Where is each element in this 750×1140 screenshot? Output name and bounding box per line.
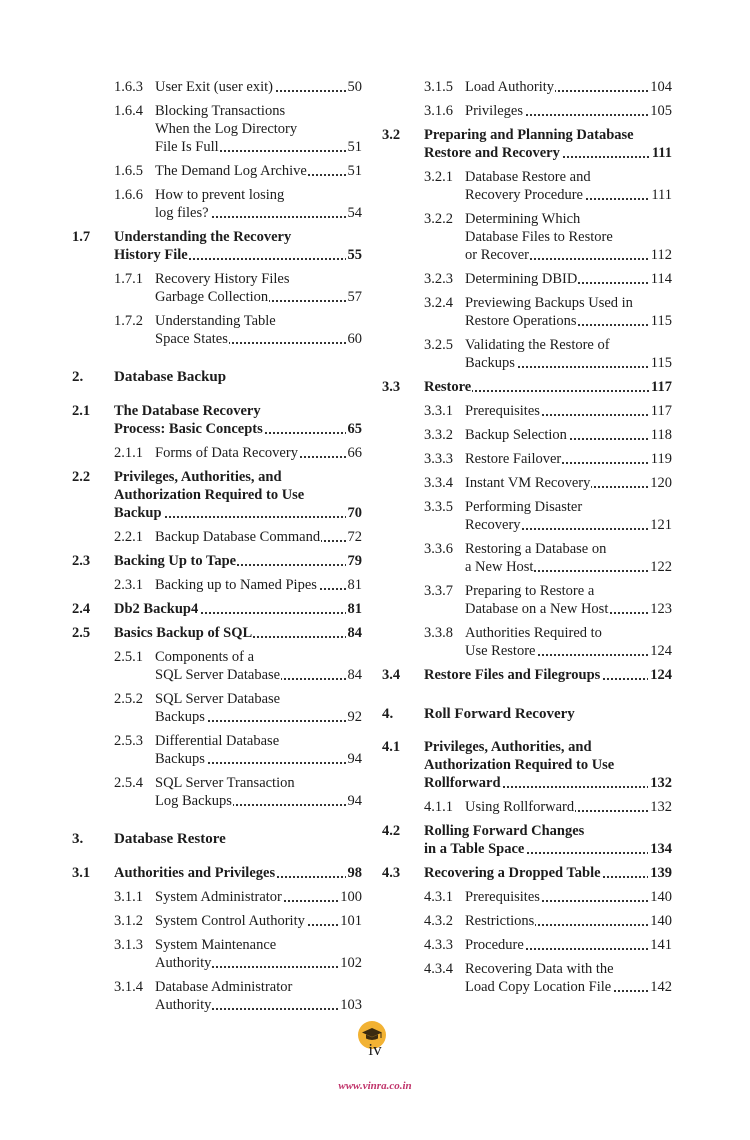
- toc-entry-title-line: Instant VM Recovery: [465, 475, 591, 491]
- toc-entry-title-line: Backing Up to Tape: [114, 553, 237, 569]
- toc-entry-title-line: Privileges: [465, 103, 523, 119]
- toc-entry-title-line: Database Administrator: [155, 979, 293, 995]
- toc-entry-title-line: Previewing Backups Used in: [465, 295, 633, 311]
- toc-entry-page-number: 132: [650, 799, 672, 815]
- toc-entry-number: 2.3: [72, 553, 91, 569]
- toc-entry-page-number: 81: [347, 577, 362, 593]
- toc-entry-page-number: 79: [347, 553, 362, 569]
- toc-entry-title-line: User Exit (user exit): [155, 79, 273, 95]
- toc-entry-page-number: 111: [651, 145, 672, 161]
- toc-entry-page-number: 94: [347, 793, 362, 809]
- toc-entry-title-line: Log Backups: [155, 793, 232, 809]
- toc-entry-number: 3.3.4: [424, 475, 453, 491]
- toc-entry-number: 3.1.4: [114, 979, 143, 995]
- toc-entry-number: 3.2.5: [424, 337, 453, 353]
- toc-entry-title-line: Authority: [155, 955, 212, 971]
- toc-entry-title-line: Garbage Collection: [155, 289, 269, 305]
- toc-entry-page-number: 98: [347, 865, 362, 881]
- toc-entry-title-line: Space States: [155, 331, 228, 347]
- toc-entry-page-number: 140: [650, 913, 672, 929]
- toc-entry-title-line: Authority: [155, 997, 212, 1013]
- toc-entry-page-number: 94: [347, 751, 362, 767]
- toc-entry-page-number: 112: [650, 247, 672, 263]
- toc-entry-title-line: System Maintenance: [155, 937, 277, 953]
- toc-entry-number: 1.6.5: [114, 163, 143, 179]
- toc-entry-title-line: Authorization Required to Use: [424, 757, 615, 773]
- toc-entry-number: 3.3: [382, 379, 401, 395]
- toc-entry-title-line: Restore: [424, 379, 472, 395]
- toc-entry-page-number: 60: [347, 331, 362, 347]
- toc-entry-title-line: Process: Basic Concepts: [114, 421, 263, 437]
- toc-entry-title-line: The Demand Log Archive: [155, 163, 307, 179]
- toc-entry-page-number: 142: [650, 979, 672, 995]
- toc-entry-title-line: How to prevent losing: [155, 187, 285, 203]
- toc-entry-page-number: 55: [347, 247, 362, 263]
- toc-entry-title-line: Blocking Transactions: [155, 103, 286, 119]
- toc-entry-page-number: 111: [651, 187, 672, 203]
- toc-entry-title-line: Restoring a Database on: [465, 541, 607, 557]
- toc-entry-title-line: Backup: [114, 505, 162, 521]
- toc-entry-title-line: Load Copy Location File: [465, 979, 612, 995]
- toc-entry-number: 3.3.2: [424, 427, 453, 443]
- toc-entry-page-number: 84: [347, 625, 362, 641]
- toc-entry-title-line: Validating the Restore of: [465, 337, 610, 353]
- toc-entry-number: 2.5.2: [114, 691, 143, 707]
- toc-entry-number: 3.2.1: [424, 169, 453, 185]
- toc-entry-title-line: Understanding the Recovery: [114, 229, 292, 245]
- toc-entry-title-line: log files?: [155, 205, 209, 221]
- toc-entry-title-line: Authorization Required to Use: [114, 487, 305, 503]
- toc-entry-title-line: System Administrator: [155, 889, 282, 905]
- toc-entry-title-line: Restore Files and Filegroups: [424, 667, 601, 683]
- toc-entry-title-line: Database on a New Host: [465, 601, 609, 617]
- toc-entry-number: 1.6.6: [114, 187, 143, 203]
- toc-entry-page-number: 66: [347, 445, 362, 461]
- toc-entry-page-number: 103: [340, 997, 362, 1013]
- page-number: iv: [368, 1040, 382, 1059]
- toc-entry-title-line: Recovering a Dropped Table: [424, 865, 601, 881]
- toc-entry-page-number: 65: [347, 421, 362, 437]
- toc-entry-number: 2.4: [72, 601, 91, 617]
- toc-entry-title-line: Database Restore: [114, 831, 226, 847]
- toc-entry-title-line: Determining Which: [465, 211, 581, 227]
- toc-entry-page-number: 120: [650, 475, 672, 491]
- toc-entry-number: 3.2.2: [424, 211, 453, 227]
- toc-entry-number: 2.1.1: [114, 445, 143, 461]
- toc-entry-title-line: Privileges, Authorities, and: [424, 739, 592, 755]
- toc-entry-number: 4.3.2: [424, 913, 453, 929]
- toc-entry-title-line: When the Log Directory: [155, 121, 298, 137]
- toc-entry-title-line: Backing up to Named Pipes: [155, 577, 317, 593]
- toc-entry-number: 4.3: [382, 865, 401, 881]
- toc-entry-number: 1.6.4: [114, 103, 143, 119]
- toc-column-left: [72, 0, 362, 1030]
- toc-entry-number: 2.5.1: [114, 649, 143, 665]
- toc-entry-page-number: 84: [347, 667, 362, 683]
- toc-entry-number: 3.3.5: [424, 499, 453, 515]
- toc-entry-title-line: Performing Disaster: [465, 499, 583, 515]
- toc-entry-title-line: or Recover: [465, 247, 530, 263]
- toc-entry-title-line: Basics Backup of SQL: [114, 625, 253, 641]
- toc-entry-title-line: Backups: [465, 355, 515, 371]
- toc-entry-number: 1.7: [72, 229, 91, 245]
- toc-entry-number: 3.3.7: [424, 583, 453, 599]
- toc-entry-number: 3.2.4: [424, 295, 453, 311]
- toc-entry-number: 4.: [382, 706, 394, 722]
- toc-entry-number: 4.2: [382, 823, 401, 839]
- toc-entry-title-line: Database Restore and: [465, 169, 591, 185]
- toc-entry-number: 3.: [72, 831, 84, 847]
- toc-entry-title-line: Backups: [155, 709, 205, 725]
- toc-entry-title-line: Determining DBID: [465, 271, 578, 287]
- toc-entry-number: 3.2.3: [424, 271, 453, 287]
- toc-entry-title-line: Procedure: [465, 937, 524, 953]
- toc-entry-number: 3.4: [382, 667, 401, 683]
- toc-entry-title-line: File Is Full: [155, 139, 219, 155]
- toc-entry-title-line: Restore Operations: [465, 313, 577, 329]
- toc-entry-title-line: Recovery: [465, 517, 521, 533]
- toc-entry-title-line: Using Rollforward: [465, 799, 575, 815]
- toc-entry-page-number: 70: [347, 505, 362, 521]
- toc-entry-page-number: 140: [650, 889, 672, 905]
- toc-entry-page-number: 92: [347, 709, 362, 725]
- toc-entry-title-line: Database Backup: [114, 369, 227, 385]
- toc-entry-number: 3.3.8: [424, 625, 453, 641]
- toc-entry-title-line: Preparing and Planning Database: [424, 127, 634, 143]
- toc-entry-number: 3.3.6: [424, 541, 453, 557]
- toc-entry-title-line: Privileges, Authorities, and: [114, 469, 282, 485]
- toc-entry-page-number: 101: [340, 913, 362, 929]
- toc-entry-title-line: Forms of Data Recovery: [155, 445, 298, 461]
- toc-entry-page-number: 102: [340, 955, 362, 971]
- toc-entry-title-line: in a Table Space: [424, 841, 525, 857]
- toc-entry-page-number: 124: [650, 643, 672, 659]
- toc-entry-page-number: 134: [650, 841, 672, 857]
- toc-entry-title-line: Restrictions: [465, 913, 535, 929]
- toc-entry-page-number: 50: [347, 79, 362, 95]
- toc-entry-page-number: 139: [650, 865, 672, 881]
- toc-entry-number: 3.1.1: [114, 889, 143, 905]
- toc-entry-number: 1.7.1: [114, 271, 143, 287]
- toc-entry-number: 4.1: [382, 739, 401, 755]
- toc-entry-title-line: Restore and Recovery: [424, 145, 560, 161]
- toc-entry-number: 2.: [72, 369, 84, 385]
- toc-entry-title-line: Recovering Data with the: [465, 961, 614, 977]
- toc-entry-page-number: 51: [347, 139, 362, 155]
- toc-entry-number: 2.5: [72, 625, 91, 641]
- toc-entry-page-number: 105: [650, 103, 672, 119]
- toc-entry-number: 4.3.4: [424, 961, 453, 977]
- toc-entry-number: 3.1.6: [424, 103, 453, 119]
- toc-entry-number: 3.3.3: [424, 451, 453, 467]
- toc-column-right: [382, 0, 672, 1030]
- toc-entry-title-line: SQL Server Transaction: [155, 775, 295, 791]
- toc-entry-title-line: Restore Failover: [465, 451, 562, 467]
- toc-entry-page-number: 115: [650, 313, 672, 329]
- toc-entry-number: 3.1.5: [424, 79, 453, 95]
- toc-entry-title-line: Authorities and Privileges: [114, 865, 276, 881]
- toc-entry-number: 3.1.3: [114, 937, 143, 953]
- toc-entry-title-line: Authorities Required to: [465, 625, 602, 641]
- toc-entry-title-line: Roll Forward Recovery: [424, 706, 575, 722]
- toc-entry-page-number: 141: [650, 937, 672, 953]
- toc-entry-page-number: 81: [347, 601, 362, 617]
- toc-entry-title-line: Database Files to Restore: [465, 229, 613, 245]
- toc-entry-page-number: 121: [650, 517, 672, 533]
- toc-entry-page-number: 57: [347, 289, 362, 305]
- toc-entry-page-number: 114: [650, 271, 672, 287]
- toc-entry-number: 4.1.1: [424, 799, 453, 815]
- toc-entry-title-line: Backup Selection: [465, 427, 567, 443]
- toc-entry-page-number: 123: [650, 601, 672, 617]
- toc-entry-page-number: 117: [651, 379, 672, 395]
- toc-entry-page-number: 104: [650, 79, 672, 95]
- toc-entry-title-line: SQL Server Database: [155, 667, 281, 683]
- toc-entry-title-line: Recovery History Files: [155, 271, 290, 287]
- toc-entry-title-line: Backups: [155, 751, 205, 767]
- toc-entry-title-line: Backup Database Command: [155, 529, 321, 545]
- toc-entry-number: 2.3.1: [114, 577, 143, 593]
- toc-entry-title-line: Recovery Procedure: [465, 187, 583, 203]
- toc-entry-number: 2.2: [72, 469, 91, 485]
- toc-entry-title-line: Rollforward: [424, 775, 501, 791]
- toc-entry-number: 3.1: [72, 865, 91, 881]
- toc-entry-title-line: Components of a: [155, 649, 255, 665]
- toc-entry-number: 2.2.1: [114, 529, 143, 545]
- toc-entry-page-number: 118: [650, 427, 672, 443]
- toc-entry-title-line: SQL Server Database: [155, 691, 281, 707]
- toc-entry-title-line: The Database Recovery: [114, 403, 261, 419]
- toc-entry-number: 3.2: [382, 127, 401, 143]
- toc-entry-number: 3.3.1: [424, 403, 453, 419]
- toc-entry-title-line: System Control Authority: [155, 913, 305, 929]
- toc-entry-number: 1.7.2: [114, 313, 143, 329]
- toc-entry-page-number: 124: [650, 667, 672, 683]
- toc-entry-page-number: 119: [650, 451, 672, 467]
- toc-entry-page-number: 115: [650, 355, 672, 371]
- toc-entry-page-number: 54: [347, 205, 362, 221]
- toc-entry-title-line: Rolling Forward Changes: [424, 823, 585, 839]
- toc-entry-number: 3.1.2: [114, 913, 143, 929]
- footer-url[interactable]: www.vinra.co.in: [338, 1080, 412, 1092]
- toc-entry-title-line: Use Restore: [465, 643, 536, 659]
- toc-entry-number: 2.5.3: [114, 733, 143, 749]
- toc-entry-title-line: Db2 Backup4: [114, 601, 199, 617]
- toc-entry-page-number: 117: [650, 403, 672, 419]
- toc-entry-page-number: 72: [347, 529, 362, 545]
- toc-entry-title-line: a New Host: [465, 559, 534, 575]
- toc-entry-page-number: 51: [347, 163, 362, 179]
- toc-entry-page-number: 100: [340, 889, 362, 905]
- toc-entry-page-number: 122: [650, 559, 672, 575]
- toc-entry-title-line: Preparing to Restore a: [465, 583, 595, 599]
- toc-entry-title-line: Load Authority: [465, 79, 555, 95]
- toc-entry-title-line: Prerequisites: [465, 889, 540, 905]
- toc-entry-page-number: 132: [650, 775, 672, 791]
- toc-entry-number: 4.3.3: [424, 937, 453, 953]
- toc-entry-number: 1.6.3: [114, 79, 143, 95]
- toc-entry-number: 2.1: [72, 403, 91, 419]
- toc-entry-number: 2.5.4: [114, 775, 143, 791]
- toc-entry-title-line: History File: [114, 247, 188, 263]
- toc-entry-number: 4.3.1: [424, 889, 453, 905]
- toc-entry-title-line: Prerequisites: [465, 403, 540, 419]
- toc-entry-title-line: Differential Database: [155, 733, 280, 749]
- toc-entry-title-line: Understanding Table: [155, 313, 276, 329]
